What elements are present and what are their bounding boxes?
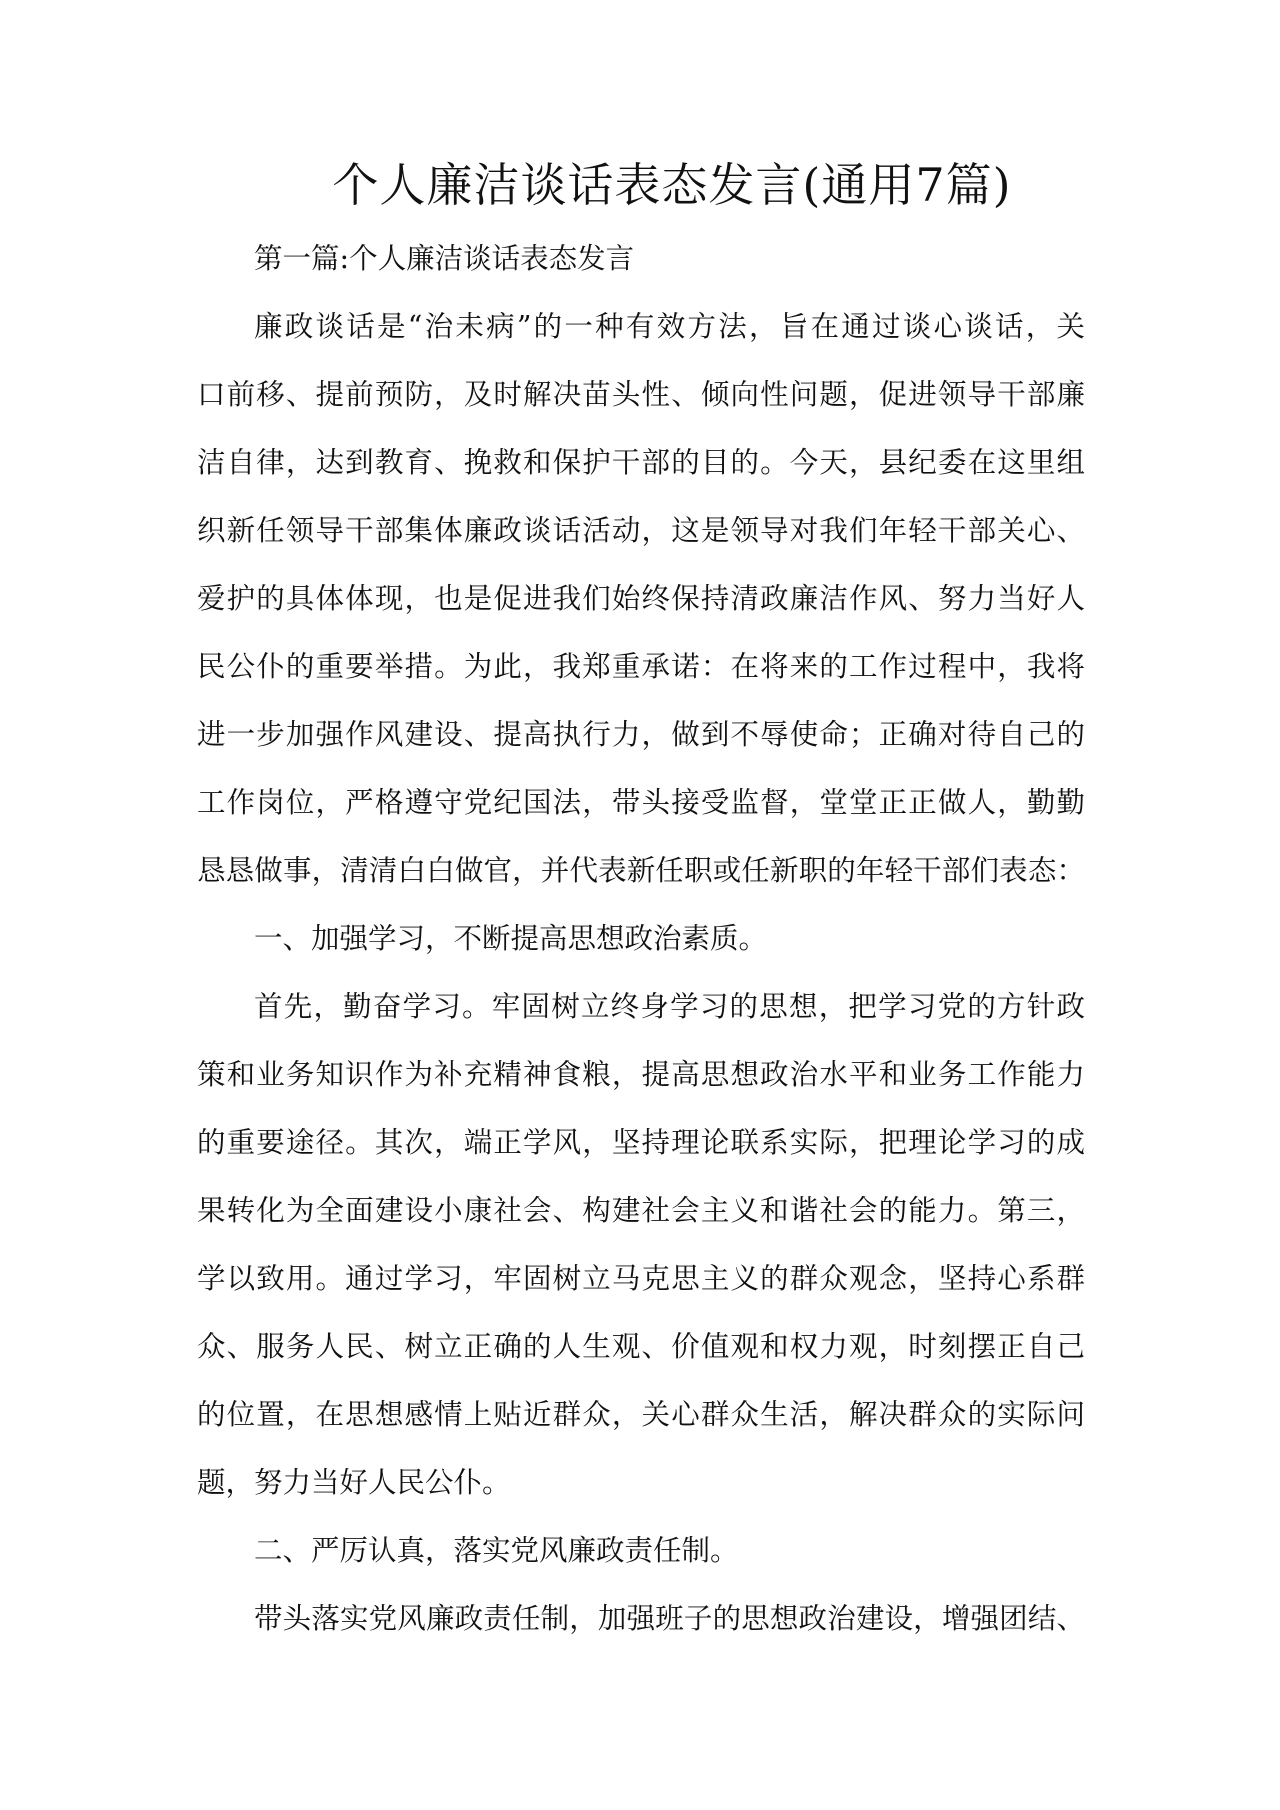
- paragraph-line: 廉政谈话是“治未病”的一种有效方法，旨在通过谈心谈话，关: [254, 310, 1085, 343]
- paragraph-line: 的位置，在思想感情上贴近群众，关心群众生活，解决群众的实际问: [197, 1398, 1085, 1431]
- section-heading: 第一篇:个人廉洁谈话表态发言: [254, 242, 635, 275]
- document-title: [0, 150, 1280, 220]
- document-body: [197, 225, 1085, 1653]
- paragraph-line: 民公仆的重要举措。为此，我郑重承诺：在将来的工作过程中，我将: [197, 650, 1085, 683]
- paragraph-line: 策和业务知识作为补充精神食粮，提高思想政治水平和业务工作能力: [197, 1058, 1085, 1091]
- paragraph-line: 织新任领导干部集体廉政谈话活动，这是领导对我们年轻干部关心、: [197, 514, 1085, 547]
- paragraph-line: 进一步加强作风建设、提高执行力，做到不辱使命；正确对待自己的: [197, 718, 1085, 751]
- paragraph-line: 题，努力当好人民公仆。: [197, 1466, 511, 1499]
- paragraph-line: 洁自律，达到教育、挽救和保护干部的目的。今天，县纪委在这里组: [197, 446, 1085, 479]
- document-title-text: 个人廉洁谈话表态发言(通用7篇): [332, 158, 1012, 212]
- subsection-heading: 二、严厉认真，落实党风廉政责任制。: [254, 1534, 739, 1567]
- paragraph-line: 果转化为全面建设小康社会、构建社会主义和谐社会的能力。第三，: [197, 1194, 1085, 1227]
- paragraph-line: 恳恳做事，清清白白做官，并代表新任职或任新职的年轻干部们表态：: [197, 854, 1085, 887]
- paragraph-line: 首先，勤奋学习。牢固树立终身学习的思想，把学习党的方针政: [254, 990, 1085, 1023]
- paragraph-line: 众、服务人民、树立正确的人生观、价值观和权力观，时刻摆正自己: [197, 1330, 1085, 1363]
- paragraph-line: 学以致用。通过学习，牢固树立马克思主义的群众观念，坚持心系群: [197, 1262, 1085, 1295]
- paragraph-line: 爱护的具体体现，也是促进我们始终保持清政廉洁作风、努力当好人: [197, 582, 1085, 615]
- paragraph-line: 的重要途径。其次，端正学风，坚持理论联系实际，把理论学习的成: [197, 1126, 1085, 1159]
- paragraph-line: 带头落实党风廉政责任制，加强班子的思想政治建设，增强团结、: [254, 1602, 1085, 1635]
- subsection-heading: 一、加强学习，不断提高思想政治素质。: [254, 922, 768, 955]
- paragraph-line: 工作岗位，严格遵守党纪国法，带头接受监督，堂堂正正做人，勤勤: [197, 786, 1085, 819]
- paragraph-line: 口前移、提前预防，及时解决苗头性、倾向性问题，促进领导干部廉: [197, 378, 1085, 411]
